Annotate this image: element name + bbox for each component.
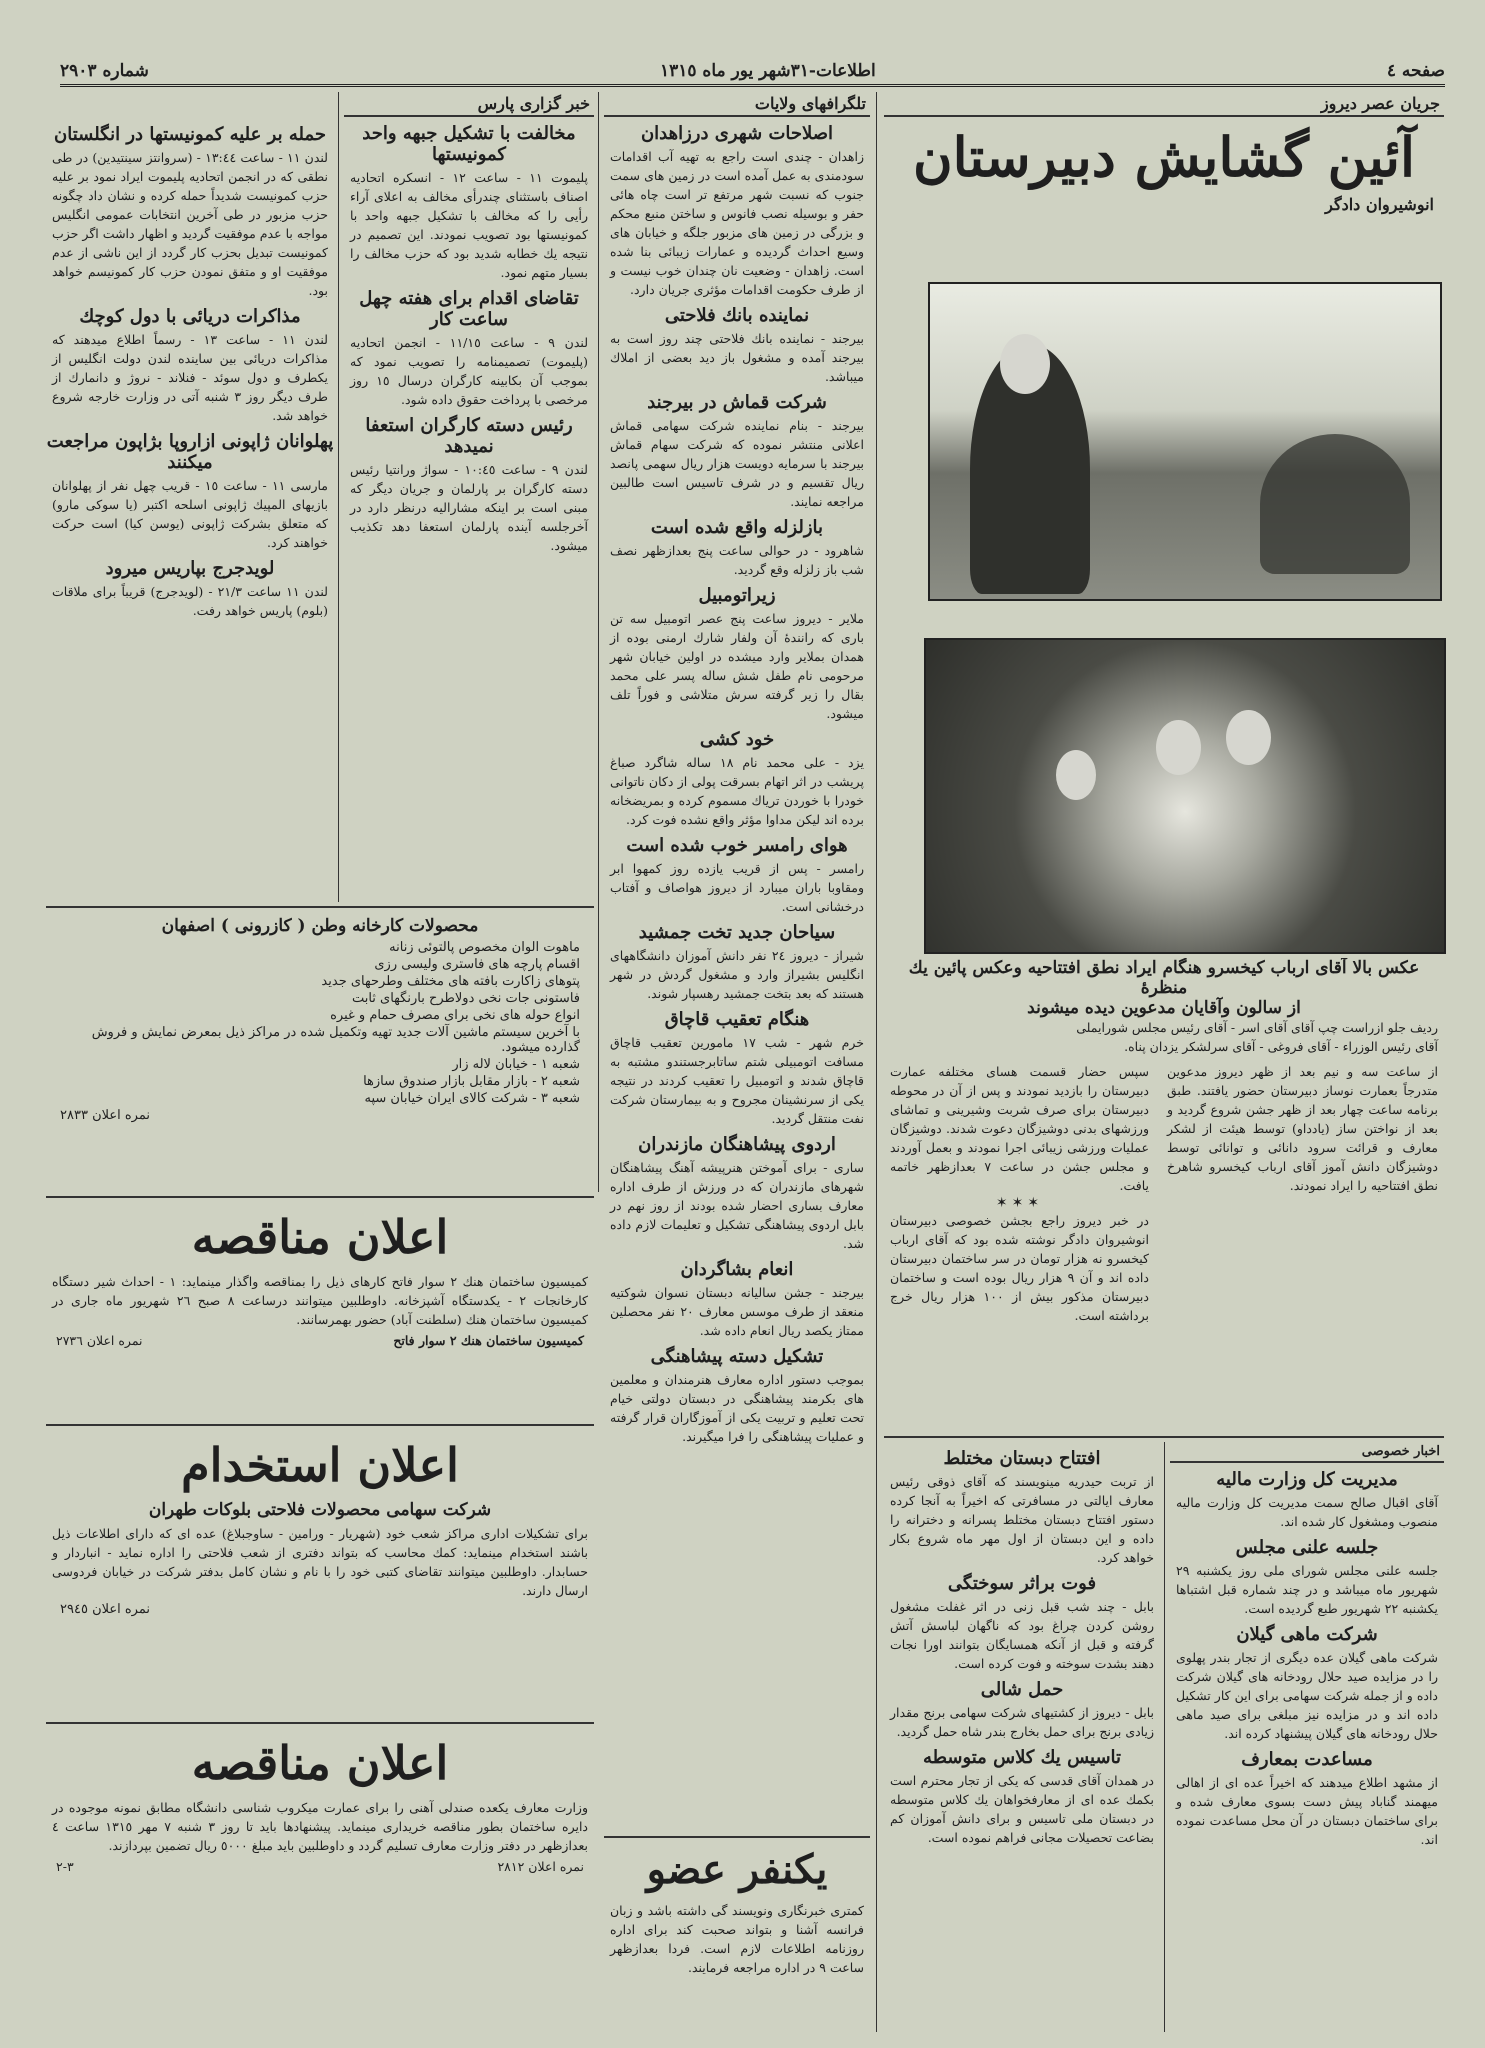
pars-text: لندن ١١ - ساعت ١٣ - رسماً اطلاع میدهند که مذاکرات دریائی بین ساینده لندن دولت انگلیس از یکطرف و دول سوئد - فنلاند - نروژ و دانمارك از طرف دیگر روز ٣ شنبه آتی در وزارت خارجه شروع خواهد شد. [52, 332, 328, 423]
factory-ad-line: اقسام پارچه های فاستری ولیسی رزی [374, 957, 580, 972]
ceremony-text-3: در خبر دیروز راجع بجشن خصوصی دبیرستان انوشیروان دادگر نوشته شده بود که آقای ارباب کیخسرو نه هزار تومان در سر ساختمان دبیرستان داده اند و آن ٩ هزار ریال بوده است و ساختمان دبیرستان مذکور بیش از ١٠٠ هزار ریال خرج برداشته است. [890, 1213, 1149, 1323]
telegram-text: یزد - علی محمد نام ١٨ ساله شاگرد صباغ پریشب در اثر اتهام بسرقت پولی از دکان ناتوانی خودرا با خوردن تریاك مسموم کرده و بمریضخانه برده اند لیکن مداوا مؤثر واقع نشده فوت کرد. [610, 755, 864, 827]
main-title: آئین گشایش دبیرستان [912, 125, 1416, 189]
pars-title: پهلوانان ژاپونی ازاروپا بژاپون مراجعت میکنند [46, 431, 334, 473]
telegram-title: هنگام تعقیب قاچاق [664, 1009, 810, 1030]
tender-1-number: نمره اعلان ٢٧٣٦ [56, 1333, 143, 1348]
member-ad-title: یکنفر عضو [646, 1846, 828, 1893]
photo-caption-2: از سالون وآقایان مدعوین دیده میشوند [1027, 998, 1301, 1018]
news-title: افتتاح دبستان مختلط [943, 1448, 1101, 1469]
pars-title: حمله بر علیه کمونیستها در انگلستان [54, 124, 326, 145]
section-rule [46, 1722, 594, 1724]
pars-news-left [46, 118, 334, 902]
telegram-text: بموجب دستور اداره معارف هنرمندان و معلمین های بکرمند پیشاهنگی در دبستان دولتی خیام تحت تعلیم و تربیت یکی از آموزگاران قرار گرفته و عملیات پیشاهنگی را فرا میگیرند. [610, 1372, 864, 1444]
pars-text: پلیموت ١١ - ساعت ١٢ - انسکره اتحادیه اصناف باستثنای چندرأی مخالف به اعلای آراء رأیی را که مخالف با تشکیل جبهه واحد با کمونیستها بود تصویب نمودند. این تصمیم در نتیجه یك خطابه شدید بود که حزب مخالف را بسیار متهم نمود. [350, 170, 588, 280]
news-title: مدیریت کل وزارت مالیه [1216, 1469, 1398, 1490]
section-rule [46, 1424, 594, 1426]
factory-ad-line: ماهوت الوان مخصوص پالتوئی زنانه [389, 940, 580, 955]
telegrams-column [604, 92, 870, 1832]
news-title: مساعدت بمعارف [1241, 1749, 1373, 1770]
telegram-title: بازلزله واقع شده است [650, 517, 824, 538]
factory-ad-line: انواع حوله های نخی برای مصرف حمام و غیره [330, 1008, 580, 1023]
tender-1-signature: کمیسیون ساختمان هنك ٢ سوار فاتح [393, 1333, 584, 1348]
section-rule [46, 1196, 594, 1198]
news-text: شرکت ماهی گیلان عده دیگری از تجار بندر پهلوی را در مزایده صید حلال رودخانه های گیلان شرکت داده و از جمله شرکت سهامی برای این کار تشکیل داده اند و در مزایده نیز مبلغی برای صید ماهی حلال رودخانه های گیلان پیشنهاد کرده اند. [1176, 1650, 1438, 1741]
top-photo [928, 282, 1442, 601]
telegram-title: هوای رامسر خوب شده است [626, 835, 848, 856]
telegram-title: اصلاحات شهری درزاهدان [640, 123, 834, 144]
telegram-text: رامسر - پس از قریب یازده روز کمهوا ابر ومقاوبا باران میبارد از دیروز هواصاف و آفتاب درخشانی است. [610, 861, 864, 914]
telegram-title: نماینده بانك فلاحتی [664, 305, 810, 326]
audience-figure [1260, 434, 1410, 574]
pars-title: مخالفت با تشکیل جبهه واحد کمونیستها [362, 123, 576, 165]
page-ref: ٣-٢ [56, 1859, 74, 1874]
employment-number: نمره اعلان ٢٩٤٥ [60, 1602, 150, 1617]
pars-text: مارسی ١١ - ساعت ١٥ - قریب چهل نفر از پهلوانان بازیهای المپیك ژاپونی اسلحه اکتبر (یا سوکی مارو) که متعلق بشرکت ژاپونی (یوسن کیا) است حرکت خواهند کرد. [52, 478, 328, 550]
column-rule [598, 92, 599, 1192]
factory-ad [46, 912, 594, 1192]
member-ad [604, 1836, 870, 2034]
factory-ad-line: شعبه ٢ - بازار مقابل بازار صندوق سازها [363, 1074, 580, 1089]
pars-title: لویدجرج بپاریس میرود [105, 558, 275, 579]
photo-caption: عکس بالا آقای ارباب کیخسرو هنگام ایراد نطق افتتاحیه وعکس پائین یك منظرۀ [908, 958, 1420, 998]
bottom-photo [924, 638, 1446, 954]
factory-ad-line: شعبه ١ - خیابان لاله زار [452, 1057, 580, 1072]
masthead [60, 58, 1445, 87]
guest-face [1226, 710, 1271, 765]
issue-number: شماره ٢٩٠٣ [60, 61, 149, 81]
news-text: آقای اقبال صالح سمت مدیریت کل وزارت مالیه منصوب ومشغول کار شده اند. [1176, 1495, 1438, 1529]
ceremony-text-1: از ساعت سه و نیم بعد از ظهر دیروز مدعوین متدرجاً بعمارت نوساز دبیرستان حضور یافتند. طبق برنامه ساعت چهار بعد از ظهر جشن شروع گردید و بعد از نواختن ساز (یادداو) توسط هیئت از لشکر معارف و قرائت سرود دانائی و توانائی توسط دوشیزگان دانش آموز آقای ارباب کیخسرو شاهرخ نطق افتتاحیه را ایراد نمودند. [1167, 1064, 1438, 1193]
caption-row: آقای رئیس الوزراء - آقای فروغی - آقای سرلشکر یزدان پناه. [1124, 1039, 1438, 1054]
section-label: خبر گزاری پارس [344, 92, 594, 117]
telegram-text: ساری - برای آموختن هنرپیشه آهنگ پیشاهنگان شهرهای مازندران که در ورزش از طرف اداره معارف بساری احضار شده بودند از روز نهم در بابل اردوی پیشاهنگی تشکیل و تعلیمات لازم داده شد. [610, 1160, 864, 1251]
telegram-text: خرم شهر - شب ١٧ مامورین تعقیب قاچاق مسافت اتومبیلی شتم ساتابرجستندو مشتبه به قاچاق شدند و اتومبیل را تعقیب کردند در نتیجه یکی از سرنشینان مجروح و به بیمارستان شرکت نفت منتقل گردید. [610, 1035, 864, 1126]
special-news-label: اخبار خصوصی [1170, 1442, 1444, 1463]
pars-news-right [344, 92, 594, 902]
telegram-text: بیرجند - جشن سالیانه دبستان نسوان شوکتیه منعقد از طرف موسس معارف ٢٠ نفر محصلین ممتاز یکصد ریال انعام داده شد. [610, 1285, 864, 1338]
news-title: تاسیس یك کلاس متوسطه [922, 1747, 1122, 1768]
news-title: شرکت ماهی گیلان [1236, 1624, 1378, 1645]
employment-text: برای تشکیلات اداری مراکز شعب خود (شهریار - ورامین - ساوجبلاغ) عده ای که دارای اطلاعات ذیل باشند استخدام مینماید: کمك محاسب که بتواند دفتری از شعب فلاحتی را اداره نماید - انباردار و حسابدار. داوطلبین میتوانند تقاضای کتبی خود را با نام و نشان کامل بدفتر شرکت در خیابان فردوسی ارسال دارند. [52, 1526, 588, 1598]
factory-ad-line: شعبه ٣ - شرکت کالای ایران خیابان سپه [364, 1091, 580, 1106]
section-rule [884, 1436, 1444, 1438]
pars-text: لندن ١١ - ساعت ١٣:٤٤ - (سروانتز سینتیدین) در طی نطقی که در انجمن اتحادیه پلیموت ایراد نمود بر علیه حزب کمونیست شدیداً حمله کرده و نشان داد چگونه حزب مزبور در طی آخرین انتخابات عمومی انگلیس مواجه با عدم موفقیت گردید و اظهار داشت اگر حزب کمونیست تبدیل بحزب کار گردد از این ناشی از عدم موفقیت او و متفق نمودن حزب کار کمونیسم خواهد بود. [52, 150, 328, 298]
factory-ad-title: محصولات کارخانه وطن ( کازرونی ) اصفهان [161, 916, 479, 936]
ceremony-text-2: سپس حضار قسمت هسای مختلفه عمارت دبیرستان را بازدید نمودند و پس از آن در محوطه دبیرستان برای صرف شربت وشیرینی و تماشای ورزشهای بدنی دوشیزگان دعوت شدند. دوشیزگان عملیات ورزشی زیبائی اجرا نمودند و بعمل آوردند و مجلس جشن در ساعت ٧ بعدازظهر خاتمه یافت. [890, 1064, 1150, 1193]
employment-title: اعلان استخدام [181, 1438, 459, 1492]
telegram-text: شاهرود - در حوالی ساعت پنج بعدازظهر نصف شب باز زلزله وقع گردید. [610, 543, 864, 577]
factory-ad-line: پتوهای زاکارت بافته های مختلف وطرحهای جدید [321, 974, 580, 989]
telegram-text: ملایر - دیروز ساعت پنج عصر اتومبیل سه تن باری که رانندهٔ آن ولفار شارك ارمنی بوده از همدان بملایر وارد میشده در اولین خیابان شهر مرحومی نام طفل شش ساله پسر علی محمد بقال را زیر گرفته سرش متلاشی و فوراً تلف میشود. [610, 611, 864, 721]
news-text: از مشهد اطلاع میدهند که اخیراً عده ای از اهالی میهمند گناباد پیش دست بسوی معارف شده و برای ساختمان دبستان در آن محل مساعدت نموده اند. [1176, 1775, 1438, 1847]
employment-subtitle: شرکت سهامی محصولات فلاحتی بلوکات طهران [148, 1500, 492, 1520]
column-rule [338, 92, 339, 902]
pars-text: لندن ٩ - ساعت ١١/١٥ - انجمن اتحادیه (پلیموت) تصمیمنامه را تصویب نمود که بموجب آن بکابینه کارگران درسال ١٥ روز مرخصی با پرداخت حقوق داده شود. [350, 335, 588, 407]
pars-text: لندن ٩ - ساعت ١٠:٤٥ - سواژ ورانتیا رئیس دسته کارگران بر پارلمان و جریان دیگر که مبنی است بر اینکه مشارالیه درنظر دارد در آخرجلسه آینده پارلمان استعفا دهد تکذیب میشود. [350, 462, 588, 553]
factory-ad-line: با آخرین سیستم ماشین آلات جدید تهیه وتکمیل شده در مراکز ذیل بمعرض نمایش و فروش گذارده میشود. [91, 1025, 580, 1055]
section-rule [46, 906, 594, 908]
guest-face [1156, 720, 1201, 775]
news-title: حمل شالی [980, 1679, 1064, 1700]
ceremony-article [884, 958, 1444, 1518]
telegram-title: انعام بشاگردان [680, 1259, 794, 1280]
pars-text: لندن ١١ ساعت ٢١/٣ - (لویدجرج) قریباً برای ملاقات (بلوم) پاریس خواهد رفت. [52, 584, 328, 618]
news-title: جلسه علنی مجلس [1235, 1537, 1379, 1558]
telegram-text: زاهدان - چندی است راجع به تهیه آب اقدامات سودمندی به عمل آمده است در زمین های سمت جنوب که نسبت شهر مرتفع تر است چاه هائی حفر و بوسیله نصب فانوس و ساختن منبع محکم و بزرگی در زمین های مزبور جلگه و خیابان های وسیع احداث گردیده و عمارات زیبائی بنا شده است. زاهدان - وضعیت نان چندان خوب نیست و از طرف حکومت اقدامات مؤثری جریان دارد. [610, 149, 864, 297]
tender-2-title: اعلان مناقصه [191, 1736, 449, 1790]
telegram-title: شرکت قماش در بیرجند [647, 392, 827, 413]
column-rule [876, 92, 877, 2032]
separator-stars: ✶✶✶ [995, 1195, 1044, 1211]
ceremony-body [884, 1062, 1444, 1325]
news-text: بابل - چند شب قبل زنی در اثر غفلت مشغول روشن کردن چراغ بود که ناگهان لباسش آتش گرفته و قبل از آنکه همسایگان بتوانند اورا نجات دهند بشدت سوخته و فوت کرده است. [890, 1599, 1154, 1671]
news-text: بابل - دیروز از کشتیهای شرکت سهامی برنج مقدار زیادی برنج برای حمل بخارج بندر شاه حمل گردید. [890, 1705, 1154, 1739]
telegram-text: بیرجند - نماینده بانك فلاحتی چند روز است به بیرجند آمده و مشغول باز دید بعضی از املاك میباشد. [610, 331, 864, 384]
pars-title: مذاکرات دریائی با دول کوچك [79, 306, 301, 327]
ceremony-left-sub [884, 1062, 1155, 1325]
tender-1-text: کمیسیون ساختمان هنك ٢ سوار فاتح کارهای ذیل را بمناقصه واگذار مینماید: ١ - احداث شیر دستگاه کارخانجات ٢ - یکدستگاه آشپزخانه. داوطلبین میتوانند درساعت ٨ صبح ٢٦ شهریور ماه جاری در کمیسیون ساختمان هنك (سلطنت آباد) حضور بهمرسانند. [52, 1274, 588, 1327]
page-label: صفحه ٤ [1386, 61, 1445, 81]
telegram-title: تشکیل دسته پیشاهنگی [650, 1346, 824, 1367]
factory-ad-line: فاستونی جات نخی دولاطرح بارنگهای ثابت [351, 991, 580, 1006]
telegram-title: خود کشی [699, 729, 775, 750]
tender-2-text: وزارت معارف یکعده صندلی آهنی را برای عمارت میکروب شناسی دانشگاه مطابق نمونه موجوده در دایره ساختمان بطور مناقصه خریداری مینماید. پیشنهادها باید تا روز ٣ شنبه ٧ مهر ١٣١٥ ساعت ٤ بعدازظهر در دفتر وزارت معارف تسلیم گردد و داوطلبین باید مبلغ ٥٠٠٠ ریال تضمین بپردازند. [52, 1800, 588, 1853]
telegram-title: زیراتومبیل [698, 585, 776, 606]
telegram-text: شیراز - دیروز ٢٤ نفر دانش آموزان دانشگاههای انگلیس بشیراز وارد و مشغول گردش در شهر هستند که بعد بتخت جمشید رهسپار شوند. [610, 948, 864, 1001]
main-subtitle: انوشیروان دادگر [1325, 195, 1434, 214]
speaker-face [1000, 334, 1050, 394]
section-label: تلگرافهای ولایات [604, 92, 870, 117]
news-title: فوت براثر سوختگی [947, 1573, 1097, 1594]
pars-title: تقاضای اقدام برای هفته چهل ساعت کار [359, 288, 579, 330]
factory-ad-number: نمره اعلان ٢٨٣٣ [60, 1108, 150, 1123]
column-rule [1164, 1442, 1165, 2032]
special-news [1170, 1442, 1444, 2032]
caption-row: ردیف جلو ازراست چپ آقای آقای اسر - آقای رئیس مجلس شورایملی [1076, 1020, 1438, 1035]
tender-2-number: نمره اعلان ٢٨١٢ [497, 1859, 584, 1874]
employment-ad [46, 1430, 594, 1720]
member-ad-text: کمتری خبرنگاری ونویسند گی داشته باشد و زبان فرانسه آشنا و بتواند صحبت کند برای اداره روزنامه اطلاعات لازم است. فردا بعدازظهر ساعت ٩ در اداره مراجعه فرمایند. [610, 1903, 864, 1975]
right-lower-news [884, 1442, 1160, 2032]
section-label: جریان عصر دیروز [884, 92, 1444, 117]
tender-1-title: اعلان مناقصه [191, 1210, 449, 1264]
news-text: جلسه علنی مجلس شورای ملی روز یکشنبه ٢٩ شهریور ماه میباشد و در چند شماره قبل اشتباها یکشنبه ٢٢ شهریور طبع گردیده است. [1176, 1563, 1438, 1616]
pars-title: رئیس دسته کارگران استعفا نمیدهد [365, 415, 573, 457]
news-text: در همدان آقای قدسی که یکی از تجار محترم است بکمك عده ای از معارفخواهان یك کلاس متوسطه در دبستان ملی تاسیس و برای دانش آموزان کم بضاعت تحصیلات مجانی فراهم نموده است. [890, 1773, 1154, 1845]
news-text: از تربت حیدریه مینویسند که آقای ذوقی رئیس معارف ایالتی در مسافرتی که اخیراً به آنجا کرده دستور افتتاح دبستان مختلط پسرانه و دخترانه را داده و این دبستان از اول مهر ماه شروع بکار خواهد کرد. [890, 1474, 1154, 1565]
guest-face [1056, 750, 1096, 800]
tender-2-footer [56, 1859, 584, 1874]
tender-ad-2 [46, 1728, 594, 2032]
telegram-title: سیاحان جدید تخت جمشید [638, 922, 836, 943]
telegram-text: بیرجند - بنام نماینده شرکت سهامی قماش اعلانی منتشر نموده که شرکت سهام قماش بیرجند با سرمایه دویست هزار ریال سهمی پانصد ریال تقسیم و در شرف تاسیس است طالبین مراجعه نمایند. [610, 418, 864, 509]
tender-1-footer [56, 1333, 584, 1348]
telegram-title: اردوی پیشاهنگان مازندران [638, 1134, 836, 1155]
tender-ad-1 [46, 1202, 594, 1420]
paper-date: اطلاعات-٣١شهر یور ماه ١٣١٥ [659, 61, 876, 81]
